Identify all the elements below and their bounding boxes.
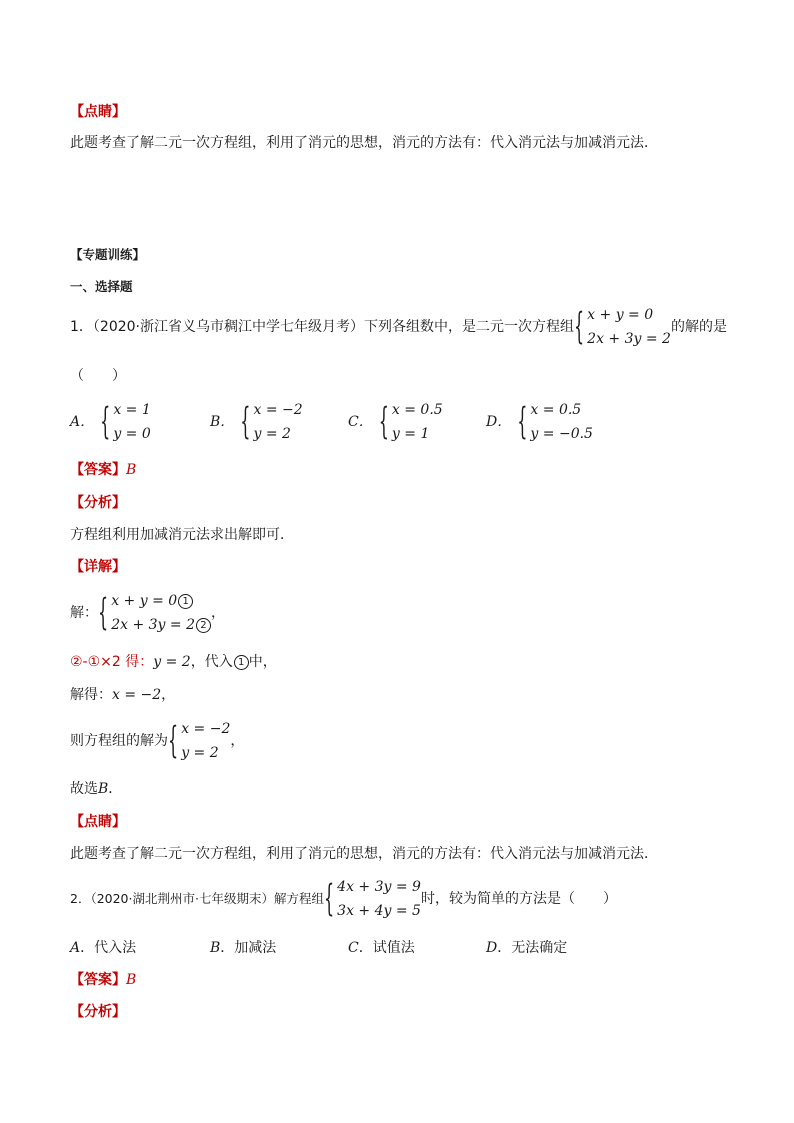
result-prefix: 解得： (70, 687, 112, 703)
q1-prefix: 1．（2020·浙江省义乌市稠江中学七年级月考）下列各组数中，是二元一次方程组 (70, 319, 574, 335)
q1-dianjing-label: 【点睛】 (70, 814, 126, 830)
q1-system (574, 303, 671, 351)
section-subtitle: 一、选择题 (70, 279, 133, 294)
option-row: y = 0 (113, 426, 151, 442)
q2-stem (70, 875, 617, 923)
option-row: x = 1 (113, 402, 151, 418)
q1-blank: （ ） (70, 368, 126, 384)
final-row: x = −2 (181, 721, 231, 737)
option-label: C (348, 940, 359, 956)
step-end: 中， (248, 654, 277, 670)
q1-option-c (348, 398, 443, 446)
q1-choose (70, 779, 122, 799)
answer-value: B (126, 462, 137, 478)
option-row: x = −2 (253, 402, 303, 418)
dianjing-text: 此题考查了解二元一次方程组，利用了消元的思想，消元的方法有：代入消元法与加减消元法． (70, 135, 658, 151)
circled-number-icon: 1 (234, 655, 249, 670)
q1-option-b (210, 398, 303, 446)
brace-icon: { (378, 399, 389, 443)
q2-option-c (348, 938, 415, 958)
q1-final (70, 717, 244, 765)
q1-system-row: x + y = 0 (587, 307, 654, 323)
final-suffix: ， (230, 733, 245, 749)
brace-icon: { (100, 399, 111, 443)
q2-options (70, 938, 630, 958)
section-title: 【专题训练】 (70, 247, 146, 262)
dianjing-heading: 【点睛】 (70, 104, 126, 120)
option-row: x = 0.5 (391, 402, 443, 418)
option-text: ．无法确定 (497, 940, 568, 956)
step-red: ②-①×2 得： (70, 654, 154, 670)
option-label: B (210, 940, 221, 956)
brace-icon: { (240, 399, 251, 443)
result-eq: x = −2 (112, 687, 162, 703)
option-label: B． (210, 414, 235, 430)
option-label: A． (70, 414, 95, 430)
solve-row: x + y = 0 (111, 593, 178, 609)
q1-option-d (486, 398, 593, 446)
q1-detail-label: 【详解】 (70, 559, 126, 575)
q2-analysis-label: 【分析】 (70, 1004, 126, 1020)
step-mid: ，代入 (190, 654, 233, 670)
final-prefix: 则方程组的解为 (70, 733, 168, 749)
q2-suffix: 时，较为简单的方法是（ ） (420, 891, 617, 907)
answer-label: 【答案】 (70, 972, 126, 988)
q1-result (70, 685, 175, 705)
option-text: ．加减法 (220, 940, 277, 956)
q1-stem (70, 303, 727, 351)
choose-prefix: 故选 (70, 781, 98, 797)
answer-value: B (126, 972, 137, 988)
q2-option-d (486, 938, 567, 958)
option-row: y = 1 (391, 426, 430, 442)
q2-prefix: 2．（2020·湖北荆州市·七年级期末）解方程组 (70, 891, 324, 906)
circled-number-icon: 2 (196, 618, 211, 633)
q1-step (70, 652, 277, 672)
solve-prefix: 解： (70, 605, 98, 621)
option-label: D． (486, 414, 512, 430)
brace-icon: { (168, 718, 179, 762)
solve-row: 2x + 3y = 2 (111, 617, 195, 633)
option-row: x = 0.5 (530, 402, 582, 418)
choose-suffix: ． (108, 781, 123, 797)
q2-option-a (70, 938, 136, 958)
option-text: ．试值法 (358, 940, 415, 956)
brace-icon: { (517, 399, 528, 443)
brace-icon: { (573, 304, 585, 348)
choose-letter: B (98, 781, 109, 797)
q1-suffix: 的解的是 (670, 319, 727, 335)
brace-icon: { (98, 590, 109, 634)
q1-answer (70, 460, 136, 480)
option-row: y = −0.5 (530, 426, 593, 442)
step-eq: y = 2 (153, 654, 191, 670)
q1-dianjing-text: 此题考查了解二元一次方程组，利用了消元的思想，消元的方法有：代入消元法与加减消元法． (70, 846, 658, 862)
q1-option-a (70, 398, 151, 446)
q2-system-row: 4x + 3y = 9 (337, 879, 421, 895)
option-label: D (486, 940, 498, 956)
answer-label: 【答案】 (70, 462, 126, 478)
option-text: ．代入法 (80, 940, 137, 956)
result-suffix: ， (161, 687, 176, 703)
solve-suffix: ， (210, 605, 225, 621)
circled-number-icon: 1 (178, 594, 193, 609)
q2-answer (70, 970, 136, 990)
option-label: C． (348, 414, 373, 430)
option-label: A (70, 940, 81, 956)
q1-solve (70, 589, 225, 637)
q1-system-row: 2x + 3y = 2 (587, 331, 671, 347)
option-row: y = 2 (253, 426, 291, 442)
final-row: y = 2 (181, 745, 219, 761)
brace-icon: { (323, 876, 335, 920)
q1-analysis-text: 方程组利用加减消元法求出解即可． (70, 527, 294, 543)
q2-option-b (210, 938, 276, 958)
q1-analysis-label: 【分析】 (70, 495, 126, 511)
q2-system-row: 3x + 4y = 5 (337, 903, 421, 919)
